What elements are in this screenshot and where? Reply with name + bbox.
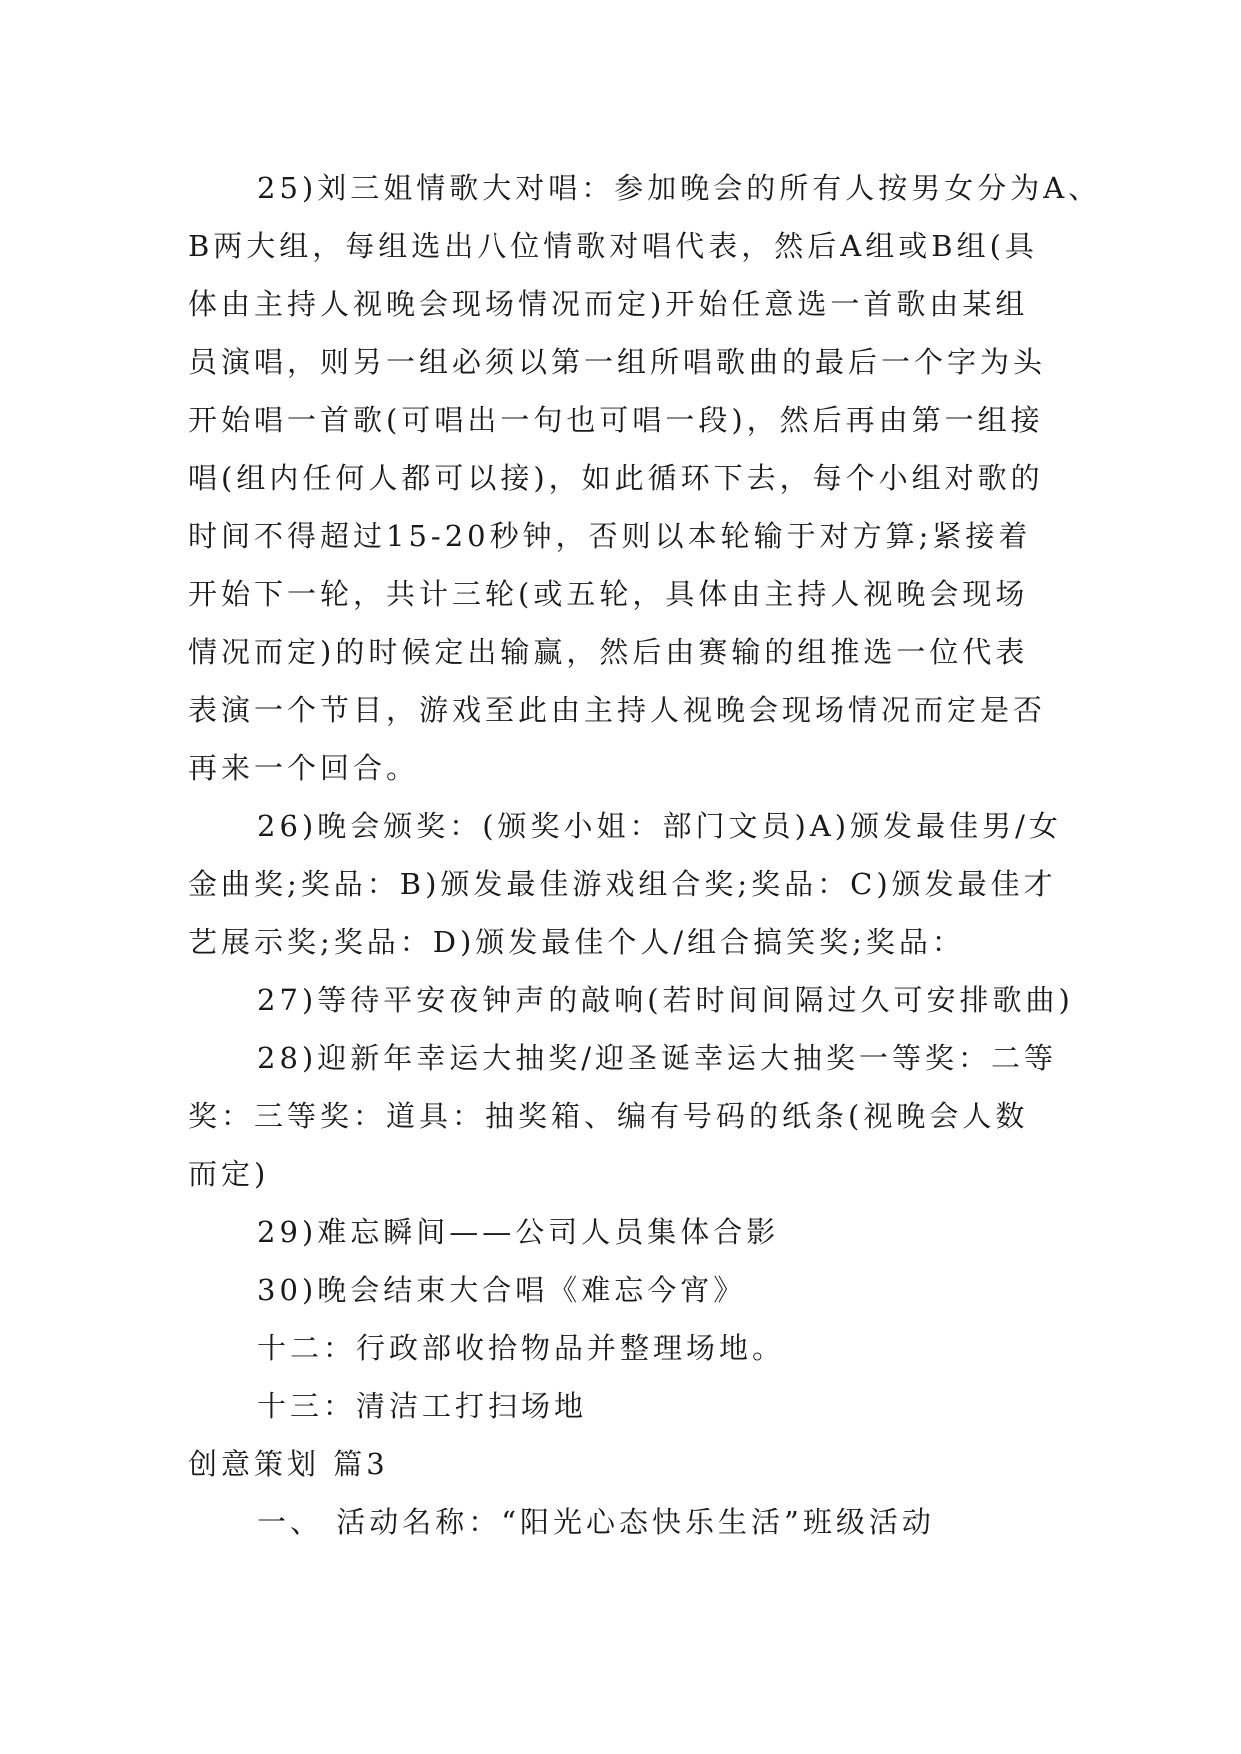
paragraph-line: 28)迎新年幸运大抽奖/迎圣诞幸运大抽奖一等奖：二等	[257, 1041, 1057, 1075]
paragraph-line: 金曲奖;奖品：B)颁发最佳游戏组合奖;奖品：C)颁发最佳才	[188, 867, 1057, 901]
paragraph-line: 29)难忘瞬间——公司人员集体合影	[257, 1215, 780, 1249]
paragraph-line: 26)晚会颁奖：(颁奖小姐：部门文员)A)颁发最佳男/女	[257, 809, 1062, 843]
paragraph-line: 唱(组内任何人都可以接)，如此循环下去，每个小组对歌的	[188, 461, 1044, 495]
paragraph-line: 一、 活动名称：“阳光心态快乐生活”班级活动	[257, 1505, 935, 1539]
paragraph-line: 而定)	[188, 1157, 270, 1191]
paragraph-line: 时间不得超过15-20秒钟，否则以本轮输于对方算;紧接着	[188, 519, 1032, 553]
paragraph-line: 艺展示奖;奖品：D)颁发最佳个人/组合搞笑奖;奖品：	[188, 925, 965, 959]
paragraph-line: 十三：清洁工打扫场地	[257, 1389, 588, 1423]
paragraph-line: 十二：行政部收拾物品并整理场地。	[257, 1331, 786, 1365]
paragraph-line: 开始唱一首歌(可唱出一句也可唱一段)，然后再由第一组接	[188, 403, 1044, 437]
section-heading: 创意策划 篇3	[188, 1447, 389, 1481]
paragraph-line: 再来一个回合。	[188, 751, 420, 785]
paragraph-line: 30)晚会结束大合唱《难忘今宵》	[257, 1273, 747, 1307]
paragraph-line: 体由主持人视晚会现场情况而定)开始任意选一首歌由某组	[188, 287, 1029, 321]
paragraph-line: 表演一个节目，游戏至此由主持人视晚会现场情况而定是否	[188, 693, 1047, 727]
paragraph-line: 情况而定)的时候定出输赢，然后由赛输的组推选一位代表	[188, 635, 1029, 669]
paragraph-line: 25)刘三姐情歌大对唱：参加晚会的所有人按男女分为A、	[257, 171, 1102, 205]
paragraph-line: 27)等待平安夜钟声的敲响(若时间间隔过久可安排歌曲)	[257, 983, 1074, 1017]
paragraph-line: B两大组，每组选出八位情歌对唱代表，然后A组或B组(具	[188, 229, 1038, 263]
paragraph-line: 奖：三等奖：道具：抽奖箱、编有号码的纸条(视晚会人数	[188, 1099, 1029, 1133]
paragraph-line: 开始下一轮，共计三轮(或五轮，具体由主持人视晚会现场	[188, 577, 1029, 611]
paragraph-line: 员演唱，则另一组必须以第一组所唱歌曲的最后一个字为头	[188, 345, 1047, 379]
